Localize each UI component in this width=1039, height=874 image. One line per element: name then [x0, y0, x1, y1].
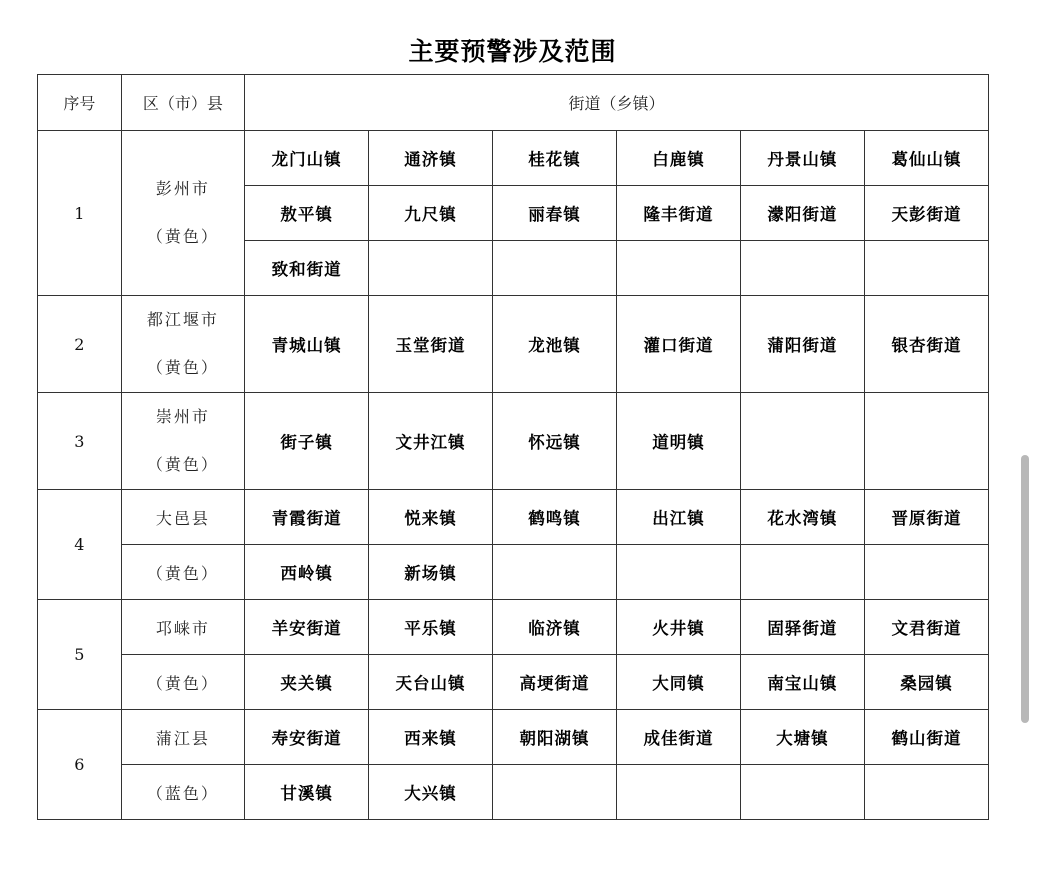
empty-cell [616, 241, 740, 296]
town-cell: 西来镇 [369, 710, 493, 765]
town-cell: 敖平镇 [245, 186, 369, 241]
table-row [38, 393, 989, 490]
empty-cell [864, 241, 988, 296]
town-cell: 天台山镇 [369, 655, 493, 710]
town-cell: 天彭街道 [864, 186, 988, 241]
town-cell: 龙门山镇 [245, 131, 369, 186]
row-index: 2 [38, 296, 122, 393]
row-index: 5 [38, 600, 122, 710]
table-header-row [38, 75, 989, 131]
county-name: 蒲江县 [121, 710, 244, 765]
town-cell: 悦来镇 [369, 490, 493, 545]
county-name: 邛崃市 [121, 600, 244, 655]
town-cell: 朝阳湖镇 [493, 710, 617, 765]
table-row [38, 710, 989, 765]
county-name: 崇州市 [155, 407, 210, 426]
town-cell: 临济镇 [493, 600, 617, 655]
town-cell: 怀远镇 [493, 393, 617, 490]
town-cell: 丽春镇 [493, 186, 617, 241]
town-cell: 大同镇 [616, 655, 740, 710]
town-cell: 银杏街道 [864, 296, 988, 393]
town-cell: 玉堂街道 [369, 296, 493, 393]
town-cell: 濛阳街道 [740, 186, 864, 241]
county-cell [121, 296, 244, 393]
vertical-scrollbar[interactable] [1021, 455, 1029, 723]
warning-level: （黄色） [146, 358, 219, 377]
empty-cell [616, 765, 740, 820]
empty-cell [740, 393, 864, 490]
empty-cell [740, 765, 864, 820]
table-row [38, 131, 989, 186]
county-name: 彭州市 [155, 179, 210, 198]
warning-level: （蓝色） [121, 765, 244, 820]
town-cell: 龙池镇 [493, 296, 617, 393]
town-cell: 火井镇 [616, 600, 740, 655]
header-index: 序号 [38, 75, 122, 131]
empty-cell [493, 545, 617, 600]
table-row [38, 296, 989, 393]
town-cell: 文井江镇 [369, 393, 493, 490]
town-cell: 桂花镇 [493, 131, 617, 186]
county-name: 都江堰市 [146, 310, 219, 329]
row-index: 6 [38, 710, 122, 820]
town-cell: 蒲阳街道 [740, 296, 864, 393]
town-cell: 桑园镇 [864, 655, 988, 710]
town-cell: 甘溪镇 [245, 765, 369, 820]
town-cell: 白鹿镇 [616, 131, 740, 186]
town-cell: 鹤鸣镇 [493, 490, 617, 545]
town-cell: 丹景山镇 [740, 131, 864, 186]
empty-cell [493, 241, 617, 296]
town-cell: 文君街道 [864, 600, 988, 655]
warning-level: （黄色） [146, 455, 219, 474]
town-cell: 葛仙山镇 [864, 131, 988, 186]
town-cell: 九尺镇 [369, 186, 493, 241]
empty-cell [864, 545, 988, 600]
town-cell: 街子镇 [245, 393, 369, 490]
empty-cell [740, 241, 864, 296]
county-cell [121, 131, 244, 296]
town-cell: 出江镇 [616, 490, 740, 545]
town-cell: 固驿街道 [740, 600, 864, 655]
town-cell: 通济镇 [369, 131, 493, 186]
empty-cell [369, 241, 493, 296]
town-cell: 大兴镇 [369, 765, 493, 820]
header-towns: 街道（乡镇） [245, 75, 989, 131]
warning-level: （黄色） [121, 655, 244, 710]
warning-level: （黄色） [121, 545, 244, 600]
town-cell: 隆丰街道 [616, 186, 740, 241]
town-cell: 花水湾镇 [740, 490, 864, 545]
town-cell: 道明镇 [616, 393, 740, 490]
table-row [38, 655, 989, 710]
empty-cell [864, 393, 988, 490]
row-index: 4 [38, 490, 122, 600]
warning-scope-table [37, 74, 989, 820]
table-row [38, 490, 989, 545]
empty-cell [493, 765, 617, 820]
town-cell: 高埂街道 [493, 655, 617, 710]
town-cell: 灌口街道 [616, 296, 740, 393]
warning-level: （黄色） [146, 227, 219, 246]
town-cell: 成佳街道 [616, 710, 740, 765]
town-cell: 晋原街道 [864, 490, 988, 545]
town-cell: 羊安街道 [245, 600, 369, 655]
town-cell: 新场镇 [369, 545, 493, 600]
town-cell: 青城山镇 [245, 296, 369, 393]
table-row [38, 545, 989, 600]
row-index: 3 [38, 393, 122, 490]
row-index: 1 [38, 131, 122, 296]
table-row [38, 600, 989, 655]
document-title: 主要预警涉及范围 [408, 37, 617, 66]
town-cell: 夹关镇 [245, 655, 369, 710]
town-cell: 青霞街道 [245, 490, 369, 545]
table-row [38, 765, 989, 820]
empty-cell [864, 765, 988, 820]
empty-cell [616, 545, 740, 600]
town-cell: 鹤山街道 [864, 710, 988, 765]
town-cell: 大塘镇 [740, 710, 864, 765]
header-county: 区（市）县 [121, 75, 244, 131]
town-cell: 南宝山镇 [740, 655, 864, 710]
empty-cell [740, 545, 864, 600]
town-cell: 致和街道 [245, 241, 369, 296]
town-cell: 西岭镇 [245, 545, 369, 600]
county-name: 大邑县 [121, 490, 244, 545]
town-cell: 平乐镇 [369, 600, 493, 655]
county-cell [121, 393, 244, 490]
town-cell: 寿安街道 [245, 710, 369, 765]
